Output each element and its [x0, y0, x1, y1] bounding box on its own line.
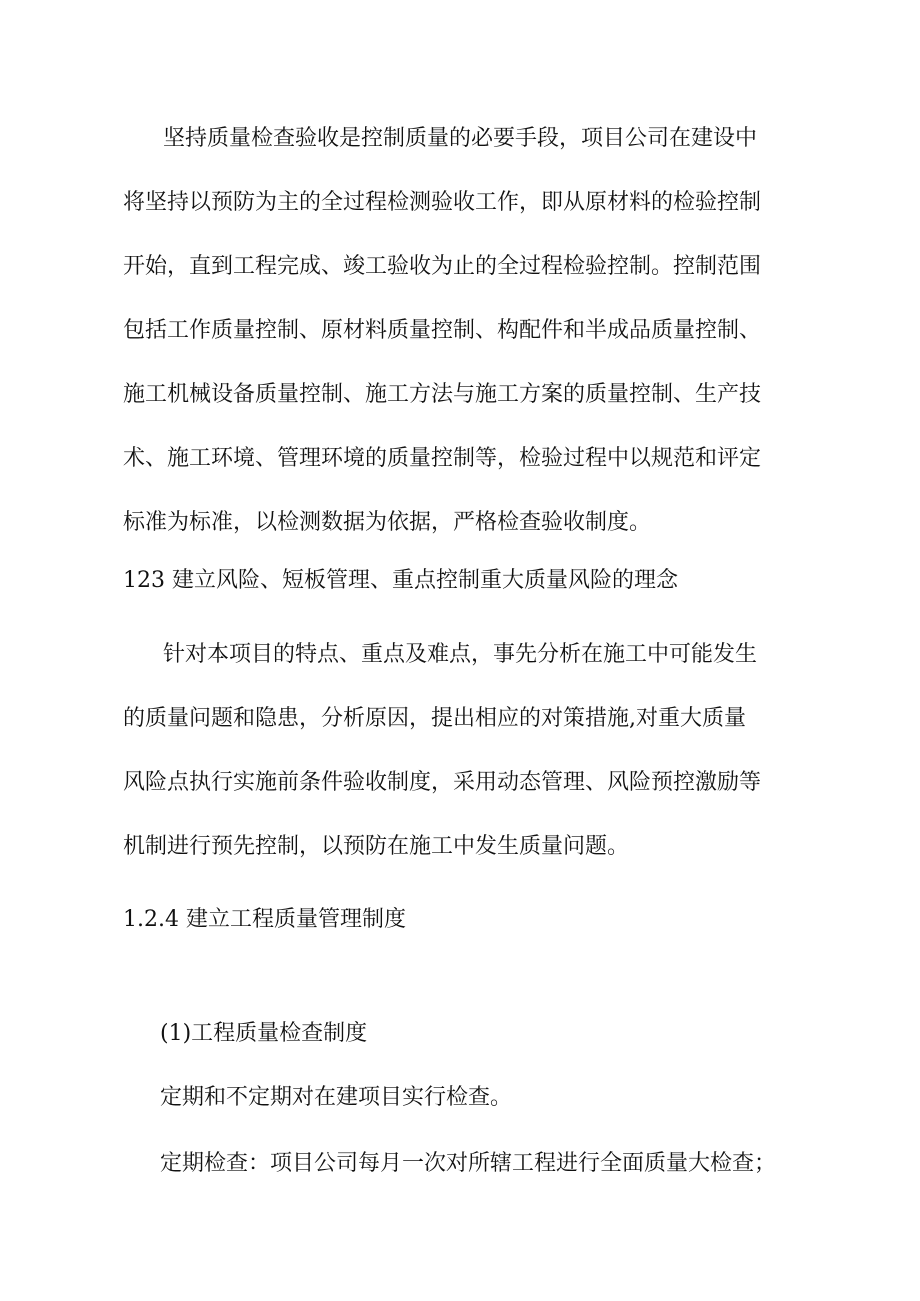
paragraph-line: 风险点执行实施前条件验收制度，采用动态管理、风险预控激励等 [123, 770, 762, 795]
paragraph-line: 的质量问题和隐患，分析原因，提出相应的对策措施,对重大质量 [123, 706, 746, 731]
subheading-quality-inspection: (1)工程质量检查制度 [160, 1021, 368, 1046]
paragraph-line: 针对本项目的特点、重点及难点，事先分析在施工中可能发生 [163, 642, 758, 667]
section-heading-123: 123 建立风险、短板管理、重点控制重大质量风险的理念 [123, 568, 678, 593]
paragraph-line: 术、施工环境、管理环境的质量控制等，检验过程中以规范和评定 [123, 446, 762, 471]
paragraph-line: 定期和不定期对在建项目实行检查。 [160, 1085, 513, 1110]
paragraph-line: 标准为标准，以检测数据为依据，严格检查验收制度。 [123, 510, 652, 535]
paragraph-line: 坚持质量检查验收是控制质量的必要手段，项目公司在建设中 [163, 126, 758, 151]
paragraph-line: 开始，直到工程完成、竣工验收为止的全过程检验控制。控制范围 [123, 254, 762, 279]
paragraph-line: 包括工作质量控制、原材料质量控制、构配件和半成品质量控制、 [123, 318, 762, 343]
paragraph-line: 机制进行预先控制，以预防在施工中发生质量问题。 [123, 834, 630, 859]
section-heading-124: 1.2.4 建立工程质量管理制度 [123, 907, 406, 932]
paragraph-line: 定期检查：项目公司每月一次对所辖工程进行全面质量大检查； [160, 1151, 777, 1176]
paragraph-line: 施工机械设备质量控制、施工方法与施工方案的质量控制、生产技 [123, 382, 762, 407]
paragraph-line: 将坚持以预防为主的全过程检测验收工作，即从原材料的检验控制 [123, 190, 762, 215]
